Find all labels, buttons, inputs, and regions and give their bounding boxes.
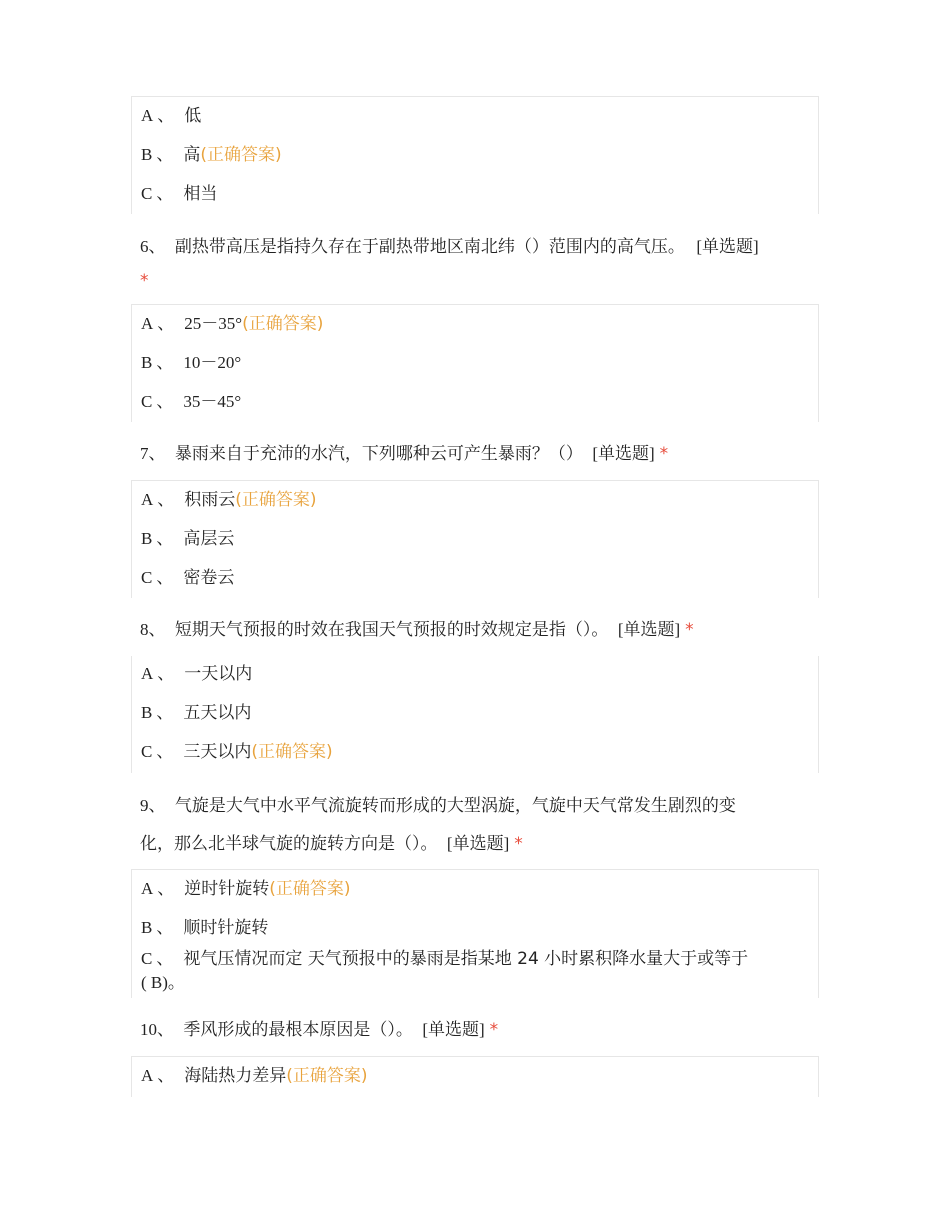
option-letter: A (141, 879, 154, 898)
option-text: 25－35° (184, 314, 243, 333)
separator: 、 (157, 106, 175, 126)
q8-option-b[interactable] (141, 702, 251, 724)
required-star: * (140, 271, 149, 291)
correct-answer-label: (正确答案) (269, 879, 351, 899)
q8-option-c[interactable] (141, 741, 333, 763)
q5-option-b[interactable] (141, 144, 282, 166)
option-letter: B (141, 918, 153, 937)
option-letter: B (141, 703, 153, 722)
separator: 、 (156, 918, 174, 938)
option-letter: B (141, 529, 153, 548)
option-text: 高层云 (183, 529, 235, 549)
q8-options-box (131, 656, 819, 773)
q5-option-c[interactable] (141, 183, 217, 205)
q10-option-a[interactable] (141, 1065, 368, 1087)
separator: 、 (157, 879, 175, 899)
option-text: 一天以内 (184, 664, 253, 684)
question-number: 10、 (140, 1020, 174, 1039)
question-type-tag: [单选题] (422, 1020, 485, 1039)
q8-title (140, 619, 694, 641)
q6-option-b[interactable] (141, 352, 241, 374)
option-letter: B (141, 145, 153, 164)
q6-required-star (140, 270, 149, 292)
question-text: 暴雨来自于充沛的水汽，下列哪种云可产生暴雨？（） (174, 444, 583, 464)
option-letter: A (141, 664, 154, 683)
q7-option-a[interactable] (141, 489, 317, 511)
question-text: 短期天气预报的时效在我国天气预报的时效规定是指（）。 (174, 620, 609, 640)
option-text: 视气压情况而定 天气预报中的暴雨是指某地 24 小时累积降水量大于或等于 (183, 949, 749, 969)
q5-option-a[interactable] (141, 105, 201, 127)
option-text: 五天以内 (183, 703, 252, 723)
question-type-tag: [单选题] (446, 834, 510, 853)
option-letter: C (141, 742, 153, 761)
question-text: 季风形成的最根本原因是（）。 (183, 1020, 413, 1040)
q10-options-box (131, 1056, 819, 1097)
separator: 、 (157, 490, 175, 510)
question-number: 8、 (140, 620, 166, 639)
option-text: 35－45° (183, 392, 242, 411)
q7-options-box (131, 480, 819, 598)
separator: 、 (156, 742, 174, 762)
required-star: * (514, 834, 523, 854)
question-type-tag: [单选题] (617, 620, 681, 639)
q9-option-c[interactable] (141, 948, 748, 970)
option-text: 10－20° (183, 353, 242, 372)
option-letter: A (141, 1066, 154, 1085)
separator: 、 (156, 703, 174, 723)
option-text-continuation: ( B)。 (141, 973, 185, 992)
q6-option-c[interactable] (141, 391, 241, 413)
option-text: 三天以内 (183, 742, 252, 762)
option-text: 逆时针旋转 (184, 879, 270, 899)
correct-answer-label: (正确答案) (235, 490, 317, 510)
option-letter: A (141, 490, 154, 509)
q6-title (140, 236, 759, 258)
correct-answer-label: (正确答案) (286, 1066, 368, 1086)
question-number: 7、 (140, 444, 166, 463)
q8-option-a[interactable] (141, 663, 252, 685)
question-type-tag: [单选题] (696, 237, 759, 256)
q6-option-a[interactable] (141, 313, 323, 335)
q5-options-box (131, 96, 819, 214)
separator: 、 (156, 568, 174, 588)
separator: 、 (156, 949, 174, 969)
q9-options-box (131, 869, 819, 998)
q7-option-b[interactable] (141, 528, 234, 550)
separator: 、 (156, 353, 174, 373)
option-letter: B (141, 353, 153, 372)
q9-option-c-continuation (141, 972, 185, 994)
correct-answer-label: (正确答案) (251, 742, 333, 762)
q6-options-box (131, 304, 819, 422)
question-text: 气旋是大气中水平气流旋转而形成的大型涡旋，气旋中天气常发生剧烈的变 (174, 796, 736, 816)
q9-title-line2 (140, 833, 523, 855)
separator: 、 (156, 392, 174, 412)
separator: 、 (157, 664, 175, 684)
option-text: 低 (184, 106, 202, 126)
option-text: 高 (183, 145, 201, 165)
required-star: * (685, 620, 694, 640)
question-number: 9、 (140, 796, 166, 815)
question-text: 副热带高压是指持久存在于副热带地区南北纬（）范围内的高气压。 (174, 237, 685, 257)
option-letter: C (141, 568, 153, 587)
q10-title (140, 1019, 498, 1041)
q9-title-line1 (140, 795, 736, 817)
option-letter: C (141, 949, 153, 968)
question-text: 化，那么北半球气旋的旋转方向是（）。 (140, 834, 438, 854)
option-text: 顺时针旋转 (183, 918, 269, 938)
option-text: 积雨云 (184, 490, 236, 510)
separator: 、 (156, 529, 174, 549)
option-text: 海陆热力差异 (184, 1066, 287, 1086)
option-text: 相当 (183, 184, 218, 204)
separator: 、 (156, 145, 174, 165)
option-letter: C (141, 184, 153, 203)
option-letter: A (141, 314, 154, 333)
separator: 、 (157, 314, 175, 334)
correct-answer-label: (正确答案) (200, 145, 282, 165)
q9-option-a[interactable] (141, 878, 351, 900)
question-number: 6、 (140, 237, 166, 256)
required-star: * (489, 1020, 499, 1040)
option-text: 密卷云 (183, 568, 235, 588)
option-letter: C (141, 392, 153, 411)
separator: 、 (157, 1066, 175, 1086)
question-type-tag: [单选题] (592, 444, 655, 463)
correct-answer-label: (正确答案) (242, 314, 324, 334)
q9-option-b[interactable] (141, 917, 268, 939)
separator: 、 (156, 184, 174, 204)
q7-option-c[interactable] (141, 567, 234, 589)
option-letter: A (141, 106, 154, 125)
q7-title (140, 443, 668, 465)
required-star: * (659, 444, 669, 464)
